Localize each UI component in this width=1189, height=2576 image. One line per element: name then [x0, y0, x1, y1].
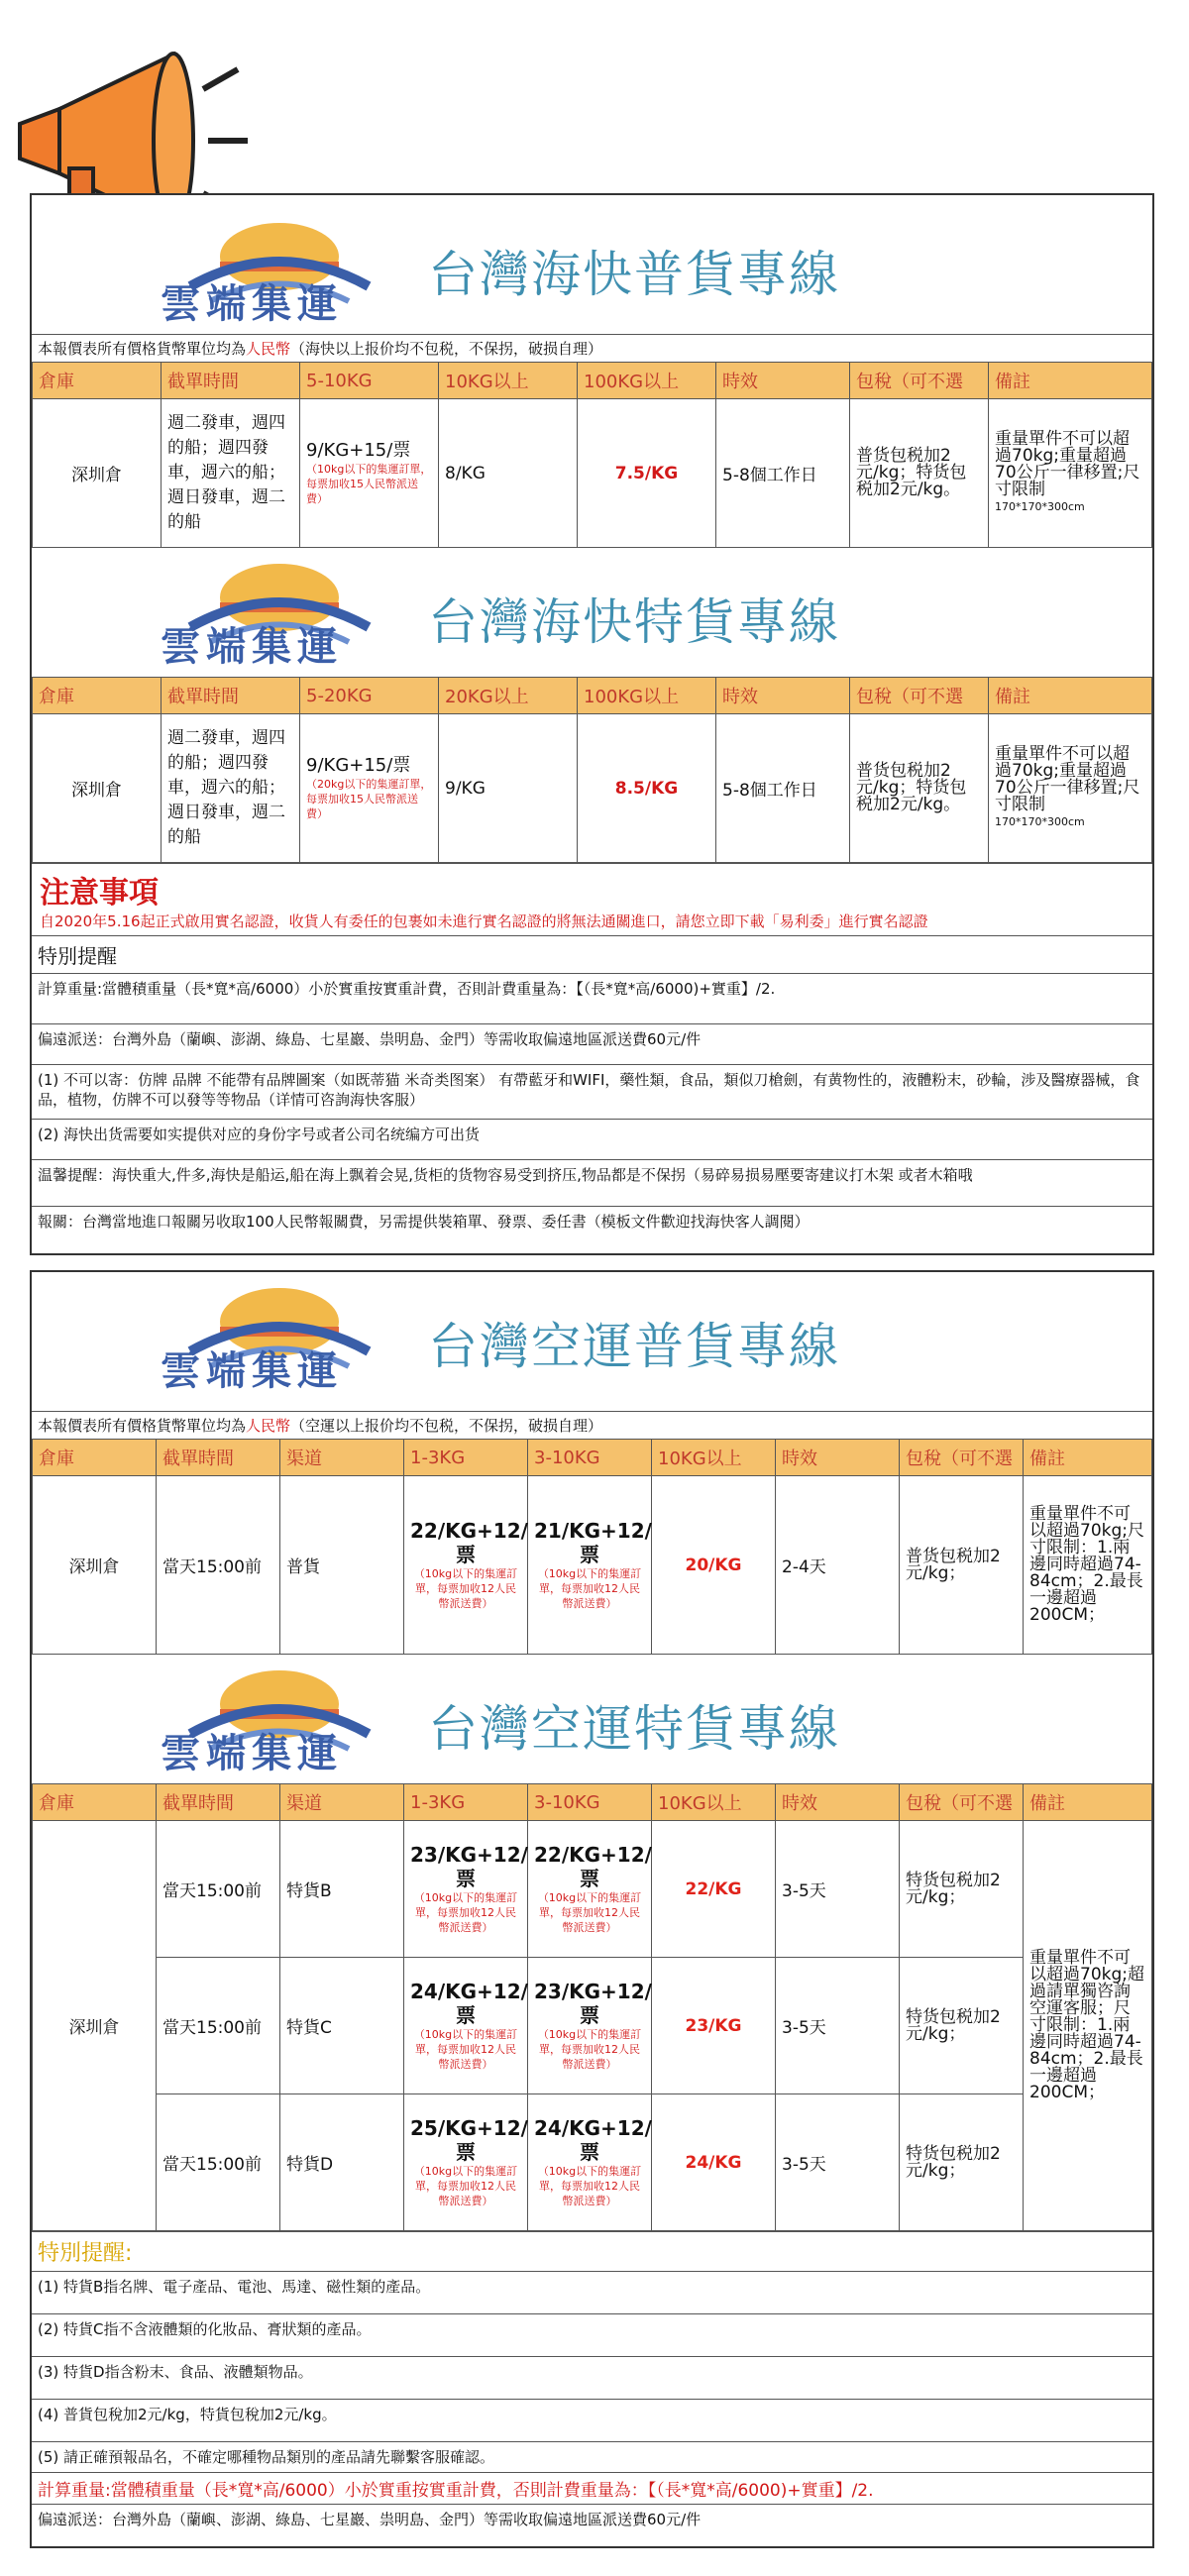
tax-cell: 普货包税加2元/kg；	[900, 1476, 1024, 1655]
air-special-banner	[32, 1655, 1152, 1783]
calc-weight-line: 計算重量:當體積重量（長*寬*高/6000）小於實重按實重計費，否則計費重量為：【（長*寬*高/6000)+實重】/2.	[32, 2472, 1152, 2504]
price-2: 24/KG+12/票	[534, 2116, 652, 2164]
header-channel: 渠道	[280, 1440, 404, 1476]
note-suffix: （空運以上报价均不包税，不保拐，破损自理）	[290, 1417, 603, 1435]
rule-line: 偏遠派送：台灣外島（蘭嶼、澎湖、綠島、七星巖、祟明島、金門）等需收取偏遠地區派送費60元/件	[32, 1023, 1152, 1064]
time-cell: 5-8個工作日	[716, 399, 850, 548]
price-1: 24/KG+12/票	[410, 1980, 528, 2027]
time-cell: 2-4天	[776, 1476, 900, 1655]
price-1-note: （10kg以下的集運訂單，每票加收12人民幣派送費）	[413, 2165, 518, 2207]
price-1: 25/KG+12/票	[410, 2116, 528, 2164]
time-cell: 3-5天	[776, 1958, 900, 2094]
header-price-2: 10KG以上	[439, 363, 578, 399]
warehouse-cell: 深圳倉	[33, 714, 162, 863]
remark-cell: 重量單件不可以超過70kg;尺寸限制：1.兩邊同時超過74-84cm；2.最長一邊超過200CM；	[1024, 1476, 1152, 1655]
rule-line: 計算重量:當體積重量（長*寬*高/6000）小於實重按實重計費，否則計費重量為：【（長*寬*高/6000)+實重】/2.	[32, 973, 1152, 1023]
cutoff-cell: 當天15:00前	[157, 2094, 280, 2231]
sea-price-sheet	[30, 193, 1154, 1255]
header-tax: 包稅（可不選	[900, 1784, 1024, 1821]
header-price-1: 5-10KG	[300, 363, 439, 399]
price-2-cell	[528, 1821, 652, 1958]
sea-general-banner	[32, 195, 1152, 334]
header-remark: 備註	[1024, 1784, 1152, 1821]
table-row	[33, 1958, 1152, 2094]
price-1-note: （20kg以下的集運訂單，每票加收15人民幣派送費）	[306, 778, 432, 820]
cutoff-cell: 週二發車，週四的船；週四發車，週六的船；週日發車，週二的船	[162, 714, 300, 863]
price-1-note: （10kg以下的集運訂單，每票加收12人民幣派送費）	[413, 1891, 518, 1934]
cutoff-cell: 當天15:00前	[157, 1958, 280, 2094]
time-cell: 3-5天	[776, 2094, 900, 2231]
tax-cell: 特货包税加2元/kg；	[900, 1821, 1024, 1958]
channel-cell: 特貨D	[280, 2094, 404, 2231]
price-1-cell	[300, 714, 439, 863]
header-warehouse: 倉庫	[33, 363, 162, 399]
price-2-note: （10kg以下的集運訂單，每票加收12人民幣派送費）	[537, 2028, 642, 2071]
remark-cell	[989, 399, 1152, 548]
header-time: 時效	[776, 1784, 900, 1821]
rule-line: (1) 不可以寄：仿牌 品牌 不能帶有品牌圖案（如既蒂猫 米奇类图案） 有帶藍牙和WIFI，藥性類，食品，類似刀槍劍，有黄物性的，液體粉末，砂輪，涉及醫療器械，食品，植物，仿牌不可以發等等物品（详情可咨詢海快客服）	[32, 1064, 1152, 1119]
header-price-2: 3-10KG	[528, 1784, 652, 1821]
price-2-cell	[528, 1958, 652, 2094]
price-1-cell	[300, 399, 439, 548]
table-header-row	[33, 363, 1152, 399]
header-price-1: 1-3KG	[404, 1440, 528, 1476]
brand-logo-text: 雲端集運	[161, 1347, 343, 1394]
price-2-note: （10kg以下的集運訂單，每票加收12人民幣派送費）	[537, 1891, 642, 1934]
remark-text: 重量單件不可以超過70kg;重量超過70公斤一律移置;尺寸限制	[995, 429, 1140, 499]
price-1: 9/KG+15/票	[306, 755, 411, 776]
header-cutoff: 截單時間	[157, 1784, 280, 1821]
rule-line: (4) 普貨包稅加2元/kg，特貨包稅加2元/kg。	[32, 2399, 1152, 2441]
price-2-cell	[528, 1476, 652, 1655]
price-2-cell	[528, 2094, 652, 2231]
header-time: 時效	[776, 1440, 900, 1476]
table-row	[33, 399, 1152, 548]
rule-line: (2) 特貨C指不含液體類的化妝品、膏狀類的產品。	[32, 2313, 1152, 2356]
header-time: 時效	[716, 678, 850, 714]
sea-general-table	[32, 362, 1152, 548]
special-reminder-title: 特別提醒:	[32, 2231, 1152, 2271]
rule-line: (5) 請正確預報品名，不確定哪種物品類別的產品請先聯繫客服確認。	[32, 2441, 1152, 2472]
cutoff-cell: 當天15:00前	[157, 1476, 280, 1655]
remark-text: 重量單件不可以超過70kg;重量超過70公斤一律移置;尺寸限制	[995, 744, 1140, 814]
price-2-cell: 9/KG	[439, 714, 578, 863]
price-2-note: （10kg以下的集運訂單，每票加收12人民幣派送費）	[537, 2165, 642, 2207]
price-3-cell: 24/KG	[652, 2094, 776, 2231]
header-warehouse: 倉庫	[33, 1440, 157, 1476]
rule-line: 報關：台灣當地進口報關另收取100人民幣報關費，另需提供裝箱單、發票、委任書（模板文件歡迎找海快客人調閱）	[32, 1206, 1152, 1246]
header-time: 時效	[716, 363, 850, 399]
price-3-cell: 7.5/KG	[578, 399, 716, 548]
air-general-banner	[32, 1272, 1152, 1411]
sea-general-currency-note	[32, 334, 1152, 362]
air-general-currency-note	[32, 1411, 1152, 1439]
price-1-cell	[404, 2094, 528, 2231]
price-2: 22/KG+12/票	[534, 1843, 652, 1890]
header-remark: 備註	[1024, 1440, 1152, 1476]
warning-title: 注意事項	[40, 876, 159, 911]
note-currency: 人民幣	[246, 340, 291, 358]
table-row	[33, 1821, 1152, 1958]
price-1-cell	[404, 1821, 528, 1958]
price-1-note: （10kg以下的集運訂單，每票加收15人民幣派送費）	[306, 463, 432, 505]
header-price-3: 100KG以上	[578, 363, 716, 399]
header-remark: 備註	[989, 363, 1152, 399]
tax-cell: 特货包税加2元/kg；	[900, 1958, 1024, 2094]
price-2: 21/KG+12/票	[534, 1519, 652, 1566]
brand-logo-text: 雲端集運	[161, 623, 343, 670]
warehouse-cell: 深圳倉	[33, 1821, 157, 2231]
cutoff-cell: 週二發車，週四的船；週四發車，週六的船；週日發車，週二的船	[162, 399, 300, 548]
brand-logo-text: 雲端集運	[161, 280, 343, 327]
cutoff-cell: 當天15:00前	[157, 1821, 280, 1958]
price-3-cell: 8.5/KG	[578, 714, 716, 863]
rule-line: (2) 海快出货需要如实提供对应的身份字号或者公司名统编方可出货	[32, 1119, 1152, 1159]
table-header-row	[33, 678, 1152, 714]
table-row	[33, 1476, 1152, 1655]
sea-special-table	[32, 677, 1152, 863]
air-general-title: 台灣空運普貨專線	[428, 1318, 840, 1375]
price-3-cell: 22/KG	[652, 1821, 776, 1958]
warning-body: 自2020年5.16起正式啟用實名認證，收貨人有委任的包裹如未進行實名認證的將無法通關進口，請您立即下載「易利委」進行實名認證	[40, 912, 928, 930]
header-tax: 包稅（可不選	[900, 1440, 1024, 1476]
price-3-cell: 23/KG	[652, 1958, 776, 2094]
rule-line: (3) 特貨D指含粉末、食品、液體類物品。	[32, 2356, 1152, 2399]
header-price-1: 5-20KG	[300, 678, 439, 714]
air-special-table	[32, 1783, 1152, 2231]
tax-cell: 普货包税加2元/kg；特货包税加2元/kg。	[850, 399, 989, 548]
tax-cell: 普货包税加2元/kg；特货包税加2元/kg。	[850, 714, 989, 863]
price-1-note: （10kg以下的集運訂單，每票加收12人民幣派送費）	[413, 1567, 518, 1610]
special-reminder-title: 特別提醒	[32, 935, 1152, 973]
time-cell: 3-5天	[776, 1821, 900, 1958]
header-price-2: 20KG以上	[439, 678, 578, 714]
air-general-table	[32, 1439, 1152, 1655]
header-tax: 包稅（可不選	[850, 678, 989, 714]
air-special-title: 台灣空運特貨專線	[428, 1700, 840, 1758]
remark-cell: 重量單件不可以超過70kg;超過請單獨咨詢空運客服；尺寸限制：1.兩邊同時超過74-84cm；2.最長一邊超過200CM；	[1024, 1821, 1152, 2231]
note-suffix: （海快以上报价均不包税，不保拐，破损自理）	[290, 340, 603, 358]
rule-line: 温馨提醒：海快重大,件多,海快是船运,船在海上飘着会晃,货柜的货物容易受到挤压,物品都是不保拐（易碎易损易壓要寄建议打木架 或者木箱哦	[32, 1159, 1152, 1206]
time-cell: 5-8個工作日	[716, 714, 850, 863]
note-currency: 人民幣	[246, 1417, 291, 1435]
header-price-3: 100KG以上	[578, 678, 716, 714]
price-1: 9/KG+15/票	[306, 440, 411, 461]
header-price-2: 3-10KG	[528, 1440, 652, 1476]
warning-block	[32, 863, 1152, 935]
table-row	[33, 714, 1152, 863]
table-row	[33, 2094, 1152, 2231]
brand-logo-text: 雲端集運	[161, 1730, 343, 1776]
price-2-note: （10kg以下的集運訂單，每票加收12人民幣派送費）	[537, 1567, 642, 1610]
header-tax: 包稅（可不選	[850, 363, 989, 399]
table-header-row	[33, 1784, 1152, 1821]
note-prefix: 本報價表所有價格貨幣單位均為	[38, 1417, 247, 1435]
price-1-note: （10kg以下的集運訂單，每票加收12人民幣派送費）	[413, 2028, 518, 2071]
header-price-1: 1-3KG	[404, 1784, 528, 1821]
header-price-3: 10KG以上	[652, 1440, 776, 1476]
table-header-row	[33, 1440, 1152, 1476]
price-2-cell: 8/KG	[439, 399, 578, 548]
header-cutoff: 截單時間	[157, 1440, 280, 1476]
remote-delivery-line: 偏遠派送：台灣外島（蘭嶼、澎湖、綠島、七星巖、祟明島、金門）等需收取偏遠地區派送費60元/件	[32, 2504, 1152, 2534]
header-channel: 渠道	[280, 1784, 404, 1821]
header-warehouse: 倉庫	[33, 678, 162, 714]
remark-cell	[989, 714, 1152, 863]
channel-cell: 普貨	[280, 1476, 404, 1655]
header-price-3: 10KG以上	[652, 1784, 776, 1821]
sea-general-title: 台灣海快普貨專線	[428, 246, 840, 303]
price-1-cell	[404, 1476, 528, 1655]
remark-size: 170*170*300cm	[995, 815, 1085, 828]
price-1-cell	[404, 1958, 528, 2094]
rule-line: (1) 特貨B指名牌、電子產品、電池、馬達、磁性類的產品。	[32, 2271, 1152, 2313]
sea-special-banner	[32, 548, 1152, 677]
header-remark: 備註	[989, 678, 1152, 714]
tax-cell: 特货包税加2元/kg；	[900, 2094, 1024, 2231]
warehouse-cell: 深圳倉	[33, 1476, 157, 1655]
channel-cell: 特貨C	[280, 1958, 404, 2094]
air-price-sheet	[30, 1270, 1154, 2548]
header-warehouse: 倉庫	[33, 1784, 157, 1821]
remark-size: 170*170*300cm	[995, 500, 1085, 513]
header-cutoff: 截單時間	[162, 363, 300, 399]
channel-cell: 特貨B	[280, 1821, 404, 1958]
sea-special-title: 台灣海快特貨專線	[428, 593, 840, 651]
warehouse-cell: 深圳倉	[33, 399, 162, 548]
price-1: 22/KG+12/票	[410, 1519, 528, 1566]
header-cutoff: 截單時間	[162, 678, 300, 714]
note-prefix: 本報價表所有價格貨幣單位均為	[38, 340, 247, 358]
price-3-cell: 20/KG	[652, 1476, 776, 1655]
price-2: 23/KG+12/票	[534, 1980, 652, 2027]
price-1: 23/KG+12/票	[410, 1843, 528, 1890]
